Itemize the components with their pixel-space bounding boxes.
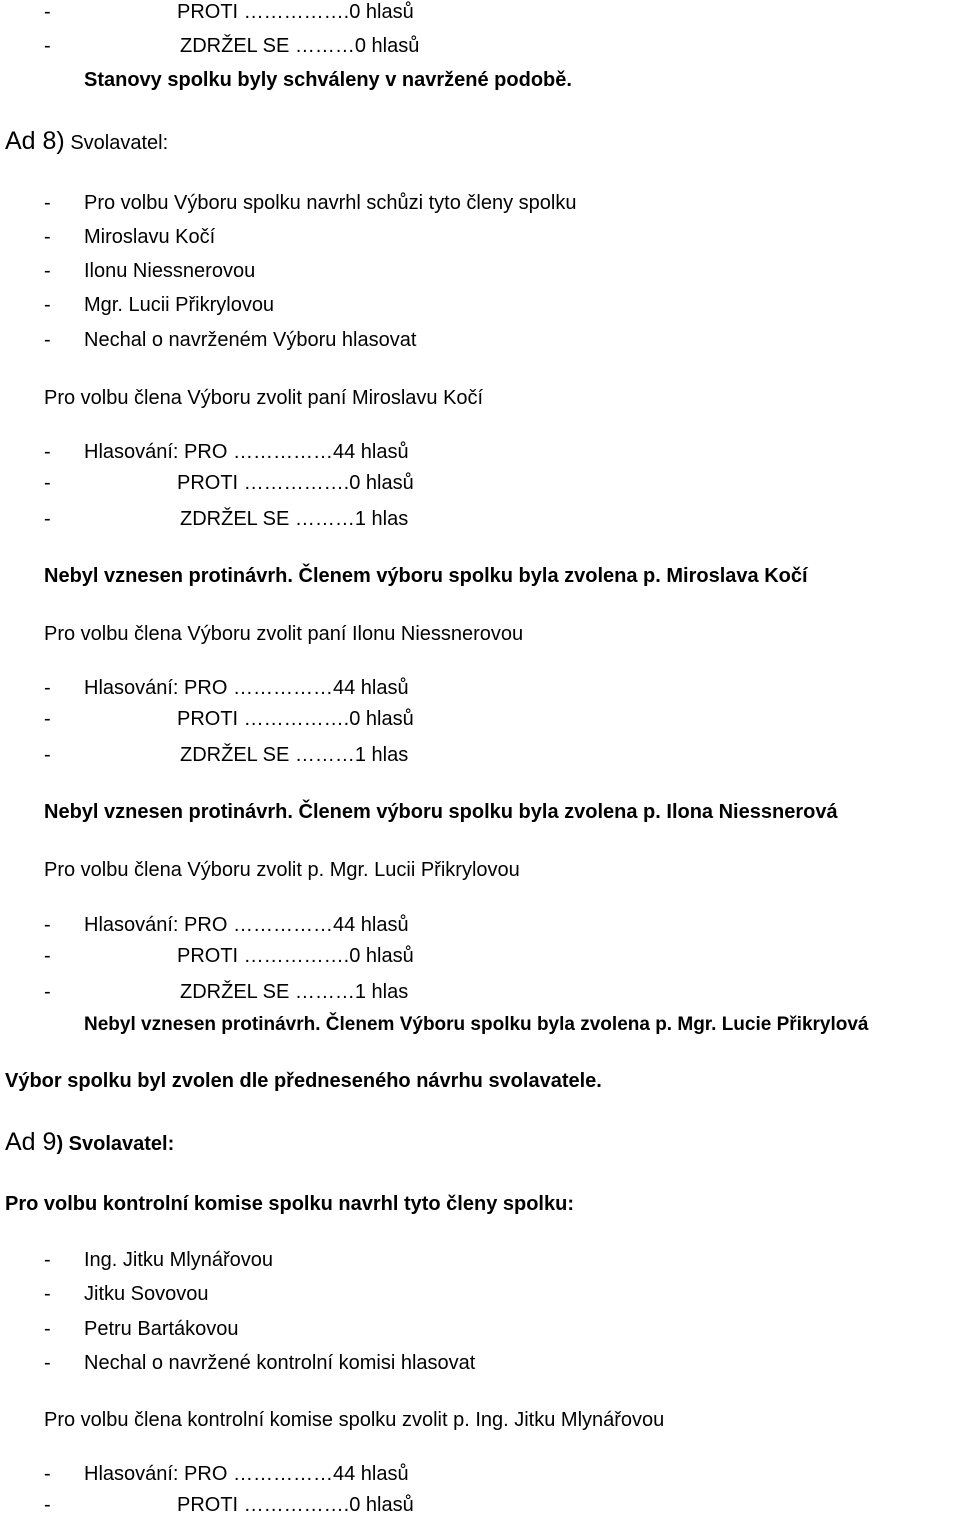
list-dash: - xyxy=(44,1283,51,1305)
election-intro: Pro volbu člena Výboru zvolit paní Ilonu Niessnerovou xyxy=(44,623,524,645)
list-dash: - xyxy=(44,981,51,1003)
election-result: Nebyl vznesen protinávrh. Členem výboru spolku byla zvolena p. Ilona Niessnerová xyxy=(44,801,838,823)
vote-zdrzel-line: ZDRŽEL SE ………1 hlas xyxy=(180,744,409,766)
vote-proti-line: PROTI …………….0 hlasů xyxy=(177,708,414,730)
election-intro: Pro volbu člena Výboru zvolit p. Mgr. Lucii Přikrylovou xyxy=(44,859,520,881)
vote-zdrzel-line: ZDRŽEL SE ………0 hlasů xyxy=(180,35,420,57)
list-dash: - xyxy=(44,1352,51,1374)
list-dash: - xyxy=(44,329,51,351)
vote-proti-line: PROTI …………….0 hlasů xyxy=(177,1,414,23)
ad9-heading xyxy=(5,1130,174,1155)
list-item: Ilonu Niessnerovou xyxy=(84,260,256,282)
list-dash: - xyxy=(44,1494,51,1516)
list-item: Jitku Sovovou xyxy=(84,1283,209,1305)
vote-proti-line: PROTI …………….0 hlasů xyxy=(177,472,414,494)
ad9-proposal: Pro volbu kontrolní komise spolku navrhl tyto členy spolku: xyxy=(5,1193,574,1215)
vote-zdrzel-line: ZDRŽEL SE ………1 hlas xyxy=(180,508,409,530)
vote-pro-line: Hlasování: PRO ……………44 hlasů xyxy=(84,441,409,463)
election-intro: Pro volbu člena Výboru zvolit paní Miroslavu Kočí xyxy=(44,387,484,409)
bylaws-approved-statement: Stanovy spolku byly schváleny v navržené podobě. xyxy=(84,69,572,91)
list-dash: - xyxy=(44,708,51,730)
list-dash: - xyxy=(44,226,51,248)
vote-proti-line: PROTI …………….0 hlasů xyxy=(177,1494,414,1516)
list-item: Nechal o navržené kontrolní komisi hlasovat xyxy=(84,1352,476,1374)
vote-pro-line: Hlasování: PRO ……………44 hlasů xyxy=(84,677,409,699)
list-dash: - xyxy=(44,508,51,530)
list-dash: - xyxy=(44,472,51,494)
election-result: Nebyl vznesen protinávrh. Členem výboru spolku byla zvolena p. Miroslava Kočí xyxy=(44,565,808,587)
list-dash: - xyxy=(44,1318,51,1340)
list-dash: - xyxy=(44,35,51,57)
list-dash: - xyxy=(44,294,51,316)
vote-zdrzel-line: ZDRŽEL SE ………1 hlas xyxy=(180,981,409,1003)
list-item: Pro volbu Výboru spolku navrhl schůzi tyto členy spolku xyxy=(84,192,577,214)
list-dash: - xyxy=(44,1463,51,1485)
ad8-heading-label: Svolavatel: xyxy=(70,132,169,154)
list-dash: - xyxy=(44,677,51,699)
list-item: Petru Bartákovou xyxy=(84,1318,239,1340)
election-intro: Pro volbu člena kontrolní komise spolku zvolit p. Ing. Jitku Mlynářovou xyxy=(44,1409,665,1431)
ad9-heading-label: ) Svolavatel: xyxy=(56,1133,175,1155)
vote-pro-line: Hlasování: PRO ……………44 hlasů xyxy=(84,1463,409,1485)
list-dash: - xyxy=(44,945,51,967)
election-result: Nebyl vznesen protinávrh. Členem Výboru spolku byla zvolena p. Mgr. Lucie Přikrylová xyxy=(84,1014,869,1035)
vote-pro-line: Hlasování: PRO ……………44 hlasů xyxy=(84,914,409,936)
ad8-conclusion: Výbor spolku byl zvolen dle předneseného návrhu svolavatele. xyxy=(5,1070,602,1092)
ad8-heading xyxy=(5,129,168,154)
list-dash: - xyxy=(44,744,51,766)
list-dash: - xyxy=(44,260,51,282)
list-item: Nechal o navrženém Výboru hlasovat xyxy=(84,329,417,351)
list-item: Ing. Jitku Mlynářovou xyxy=(84,1249,273,1271)
list-dash: - xyxy=(44,1,51,23)
list-dash: - xyxy=(44,192,51,214)
list-dash: - xyxy=(44,914,51,936)
vote-proti-line: PROTI …………….0 hlasů xyxy=(177,945,414,967)
list-item: Mgr. Lucii Přikrylovou xyxy=(84,294,275,316)
list-item: Miroslavu Kočí xyxy=(84,226,216,248)
ad8-heading-number: Ad 8) xyxy=(5,127,65,155)
list-dash: - xyxy=(44,1249,51,1271)
ad9-heading-number: Ad 9 xyxy=(5,1128,57,1156)
list-dash: - xyxy=(44,441,51,463)
